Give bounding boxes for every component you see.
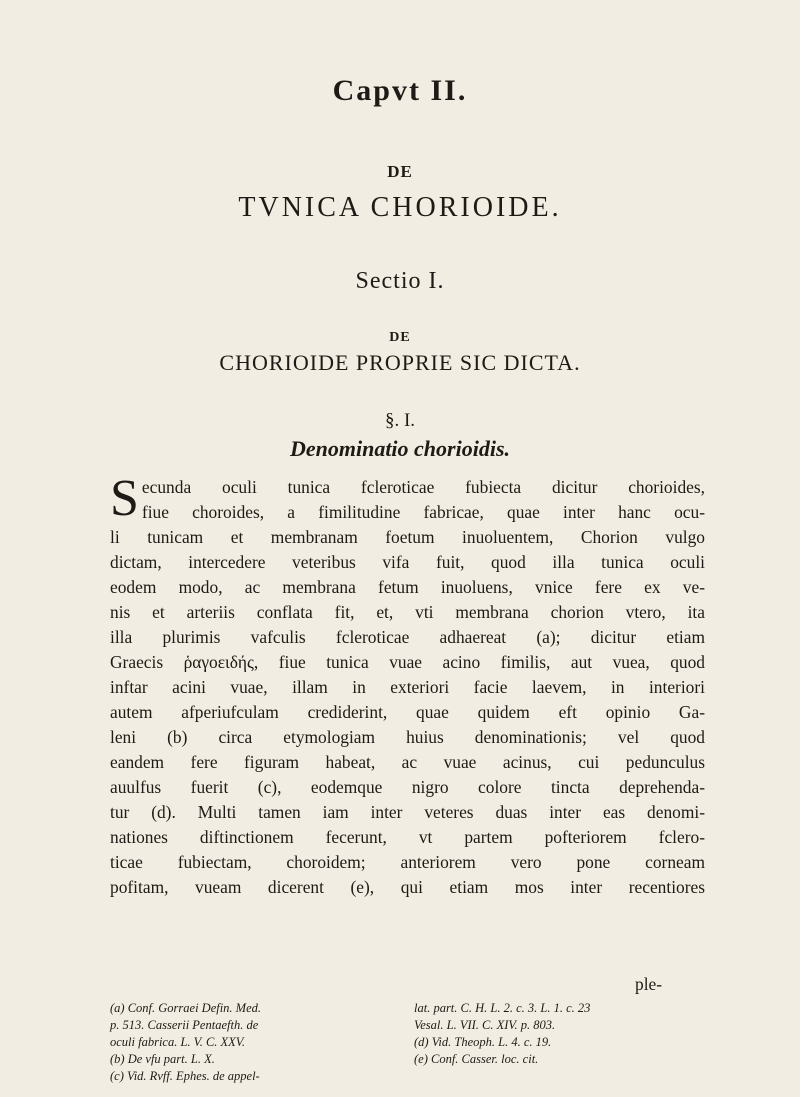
footnote-line: (e) Conf. Casser. loc. cit. — [414, 1052, 539, 1066]
footnotes-right-column — [414, 1000, 714, 1068]
body-line: pofitam, vueam dicerent (e), qui etiam mos inter recentiores — [110, 877, 705, 897]
section-heading: Sectio I. — [355, 268, 445, 294]
footnote-line: (d) Vid. Theoph. L. 4. c. 19. — [414, 1035, 552, 1049]
footnote-line: oculi fabrica. L. V. C. XXV. — [110, 1035, 245, 1049]
body-line: inftar acini vuae, illam in exteriori facie laevem, in interiori — [110, 677, 705, 697]
body-line: nis et arteriis conflata fit, et, vti membrana chorion vtero, ita — [110, 602, 705, 622]
body-line: ticae fubiectam, choroidem; anteriorem vero pone corneam — [110, 852, 705, 872]
body-line: li tunicam et membranam foetum inuoluentem, Chorion vulgo — [110, 527, 705, 547]
footnote-line: p. 513. Casserii Pentaefth. de — [110, 1018, 259, 1032]
heading-de: DE — [387, 162, 413, 181]
drop-cap: S — [110, 470, 139, 527]
body-line: tur (d). Multi tamen iam inter veteres duas inter eas denomi- — [110, 802, 705, 822]
body-line: ecunda oculi tunica fcleroticae fubiecta dicitur chorioides, — [141, 477, 705, 497]
body-line: Graecis ῥαγοειδής, fiue tunica vuae acino fimilis, aut vuea, quod — [110, 652, 705, 672]
section-title: CHORIOIDE PROPRIE SIC DICTA. — [219, 350, 581, 375]
footnote-line: lat. part. C. H. L. 2. c. 3. L. 1. c. 23 — [414, 1001, 591, 1015]
body-line: eandem fere figuram habeat, ac vuae acinus, cui pedunculus — [110, 752, 705, 772]
footnote-line: Vesal. L. VII. C. XIV. p. 803. — [414, 1018, 556, 1032]
section-de: DE — [389, 330, 411, 345]
body-line: auulfus fuerit (c), eodemque nigro colore tincta deprehenda- — [110, 777, 705, 797]
chapter-title: TVNICA CHORIOIDE. — [238, 192, 562, 223]
footnote-line: (c) Vid. Rvff. Ephes. de appel- — [110, 1069, 260, 1083]
paragraph-number: §. I. — [384, 410, 416, 431]
body-line: fiue choroides, a fimilitudine fabricae, quae inter hanc ocu- — [141, 502, 705, 522]
footnote-line: (b) De vfu part. L. X. — [110, 1052, 215, 1066]
body-line: autem afperiufculam crediderint, quae quidem eft opinio Ga- — [110, 702, 705, 722]
footnotes-left-column — [110, 1000, 410, 1085]
body-line: illa plurimis vafculis fcleroticae adhaereat (a); dicitur etiam — [110, 627, 705, 647]
body-line: dictam, intercedere veteribus vifa fuit, quod illa tunica oculi — [110, 552, 705, 572]
catchword: ple- — [635, 974, 663, 994]
body-text — [110, 470, 705, 900]
body-line: leni (b) circa etymologiam huius denominationis; vel quod — [110, 727, 705, 747]
body-line: nationes diftinctionem fecerunt, vt partem pofteriorem fclero- — [110, 827, 705, 847]
body-line: eodem modo, ac membrana fetum inuoluens, vnice fere ex ve- — [110, 577, 705, 597]
footnote-line: (a) Conf. Gorraei Defin. Med. — [110, 1001, 262, 1015]
chapter-heading: Capvt II. — [332, 74, 468, 107]
paragraph-title: Denominatio chorioidis. — [289, 436, 511, 461]
